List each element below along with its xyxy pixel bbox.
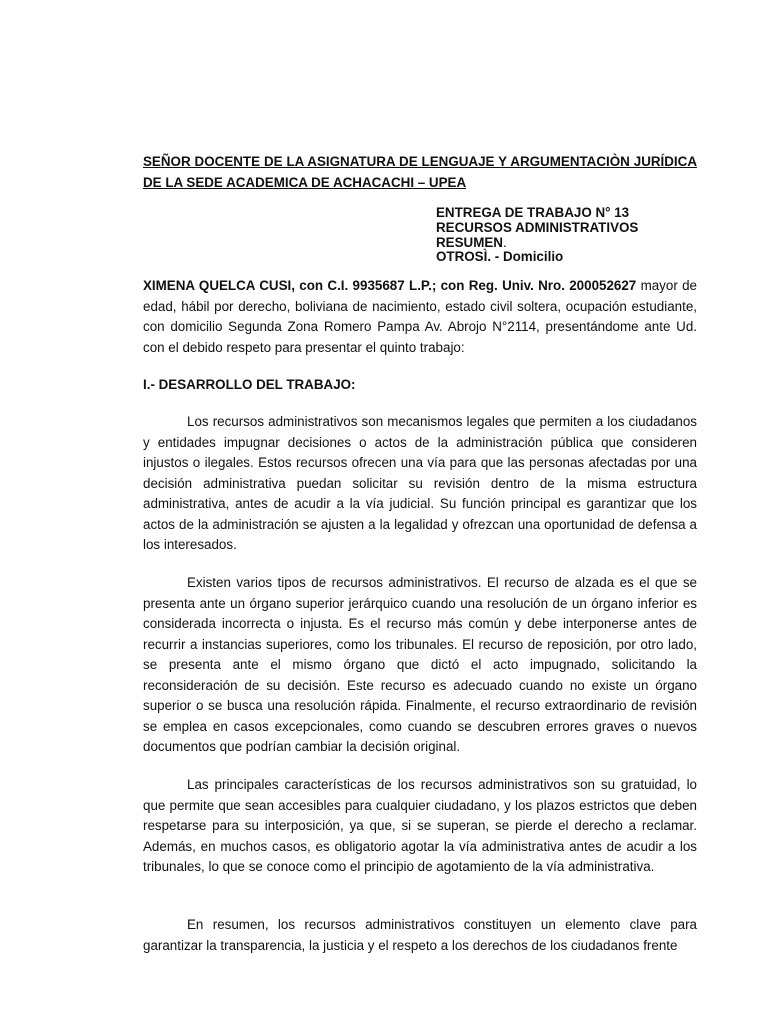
subject-block [436,206,698,265]
subject-line-otrosi: OTROSÌ. - Domicilio [436,249,564,265]
summary-label: RESUMEN [436,234,503,250]
section-title: I.- DESARROLLO DEL TRABAJO: [143,377,356,392]
body-paragraph-definition: Los recursos administrativos son mecanismos legales que permiten a los ciudadanos y entidades impugnar decisiones o actos de la administración pública que consideren injustos o ilegales. Estos recursos ofrecen una vía para que las personas afectadas por una decisión administrativa puedan solicitar su revisión dentro de la misma estructura administrativa, antes de acudir a la vía judicial. Su función principal es garantizar que los actos de la administración se ajusten a la legalidad y ofrezcan una oportunidad de defensa a los interesados. [143,414,697,552]
body-paragraph-characteristics: Las principales características de los recursos administrativos son su gratuidad, lo que permite que sean accesibles para cualquier ciudadano, y los plazos estrictos que deben respetarse para su interposición, ya que, si se superan, se pierde el derecho a reclamar. Además, en muchos casos, es obligatorio agotar la vía administrativa antes de acudir a los tribunales, lo que se conoce como el principio de agotamiento de la vía administrativa. [143,777,697,874]
body-paragraph-types: Existen varios tipos de recursos administrativos. El recurso de alzada es el que se presenta ante un órgano superior jerárquico cuando una resolución de un órgano inferior es considerada incorrecta o injusta. Es el recurso más común y debe interponerse antes de recurrir a instancias superiores, como los tribunales. El recurso de reposición, por otro lado, se presenta ante el mismo órgano que dictó el acto impugnado, solicitando la reconsideración de su decisión. Este recurso es adecuado cuando no existe un órgano superior o se busca una resolución rápida. Finalmente, el recurso extraordinario de revisión se emplea en casos excepcionales, como cuando se descubren errores graves o nuevos documentos que podrían cambiar la decisión original. [143,575,697,754]
intro-paragraph [143,276,697,358]
subject-line-topic: RECURSOS ADMINISTRATIVOS [436,219,639,235]
intro-text: mayor de edad, hábil por derecho, boliviana de nacimiento, estado civil soltera, ocupación estudiante, con domicilio Segunda Zona Romero Pampa Av. Abrojo N°2114, presentándome ante Ud. con el debido respeto para presentar el quinto trabajo: [143,278,697,355]
body-paragraph-summary: En resumen, los recursos administrativos constituyen un elemento clave para garantizar la transparencia, la justicia y el respeto a los derechos de los ciudadanos frente [143,917,697,953]
student-identification: XIMENA QUELCA CUSI, con C.I. 9935687 L.P.; con Reg. Univ. Nro. 200052627 [143,278,637,293]
subject-line-summary [436,236,698,251]
summary-dot: . [502,234,507,250]
subject-line-delivery: ENTREGA DE TRABAJO N° 13 [436,205,630,220]
addressee-heading: SEÑOR DOCENTE DE LA ASIGNATURA DE LENGUAJE Y ARGUMENTACIÒN JURÍDICA DE LA SEDE ACADEMICA DE ACHACACHI – UPEA [143,154,697,190]
